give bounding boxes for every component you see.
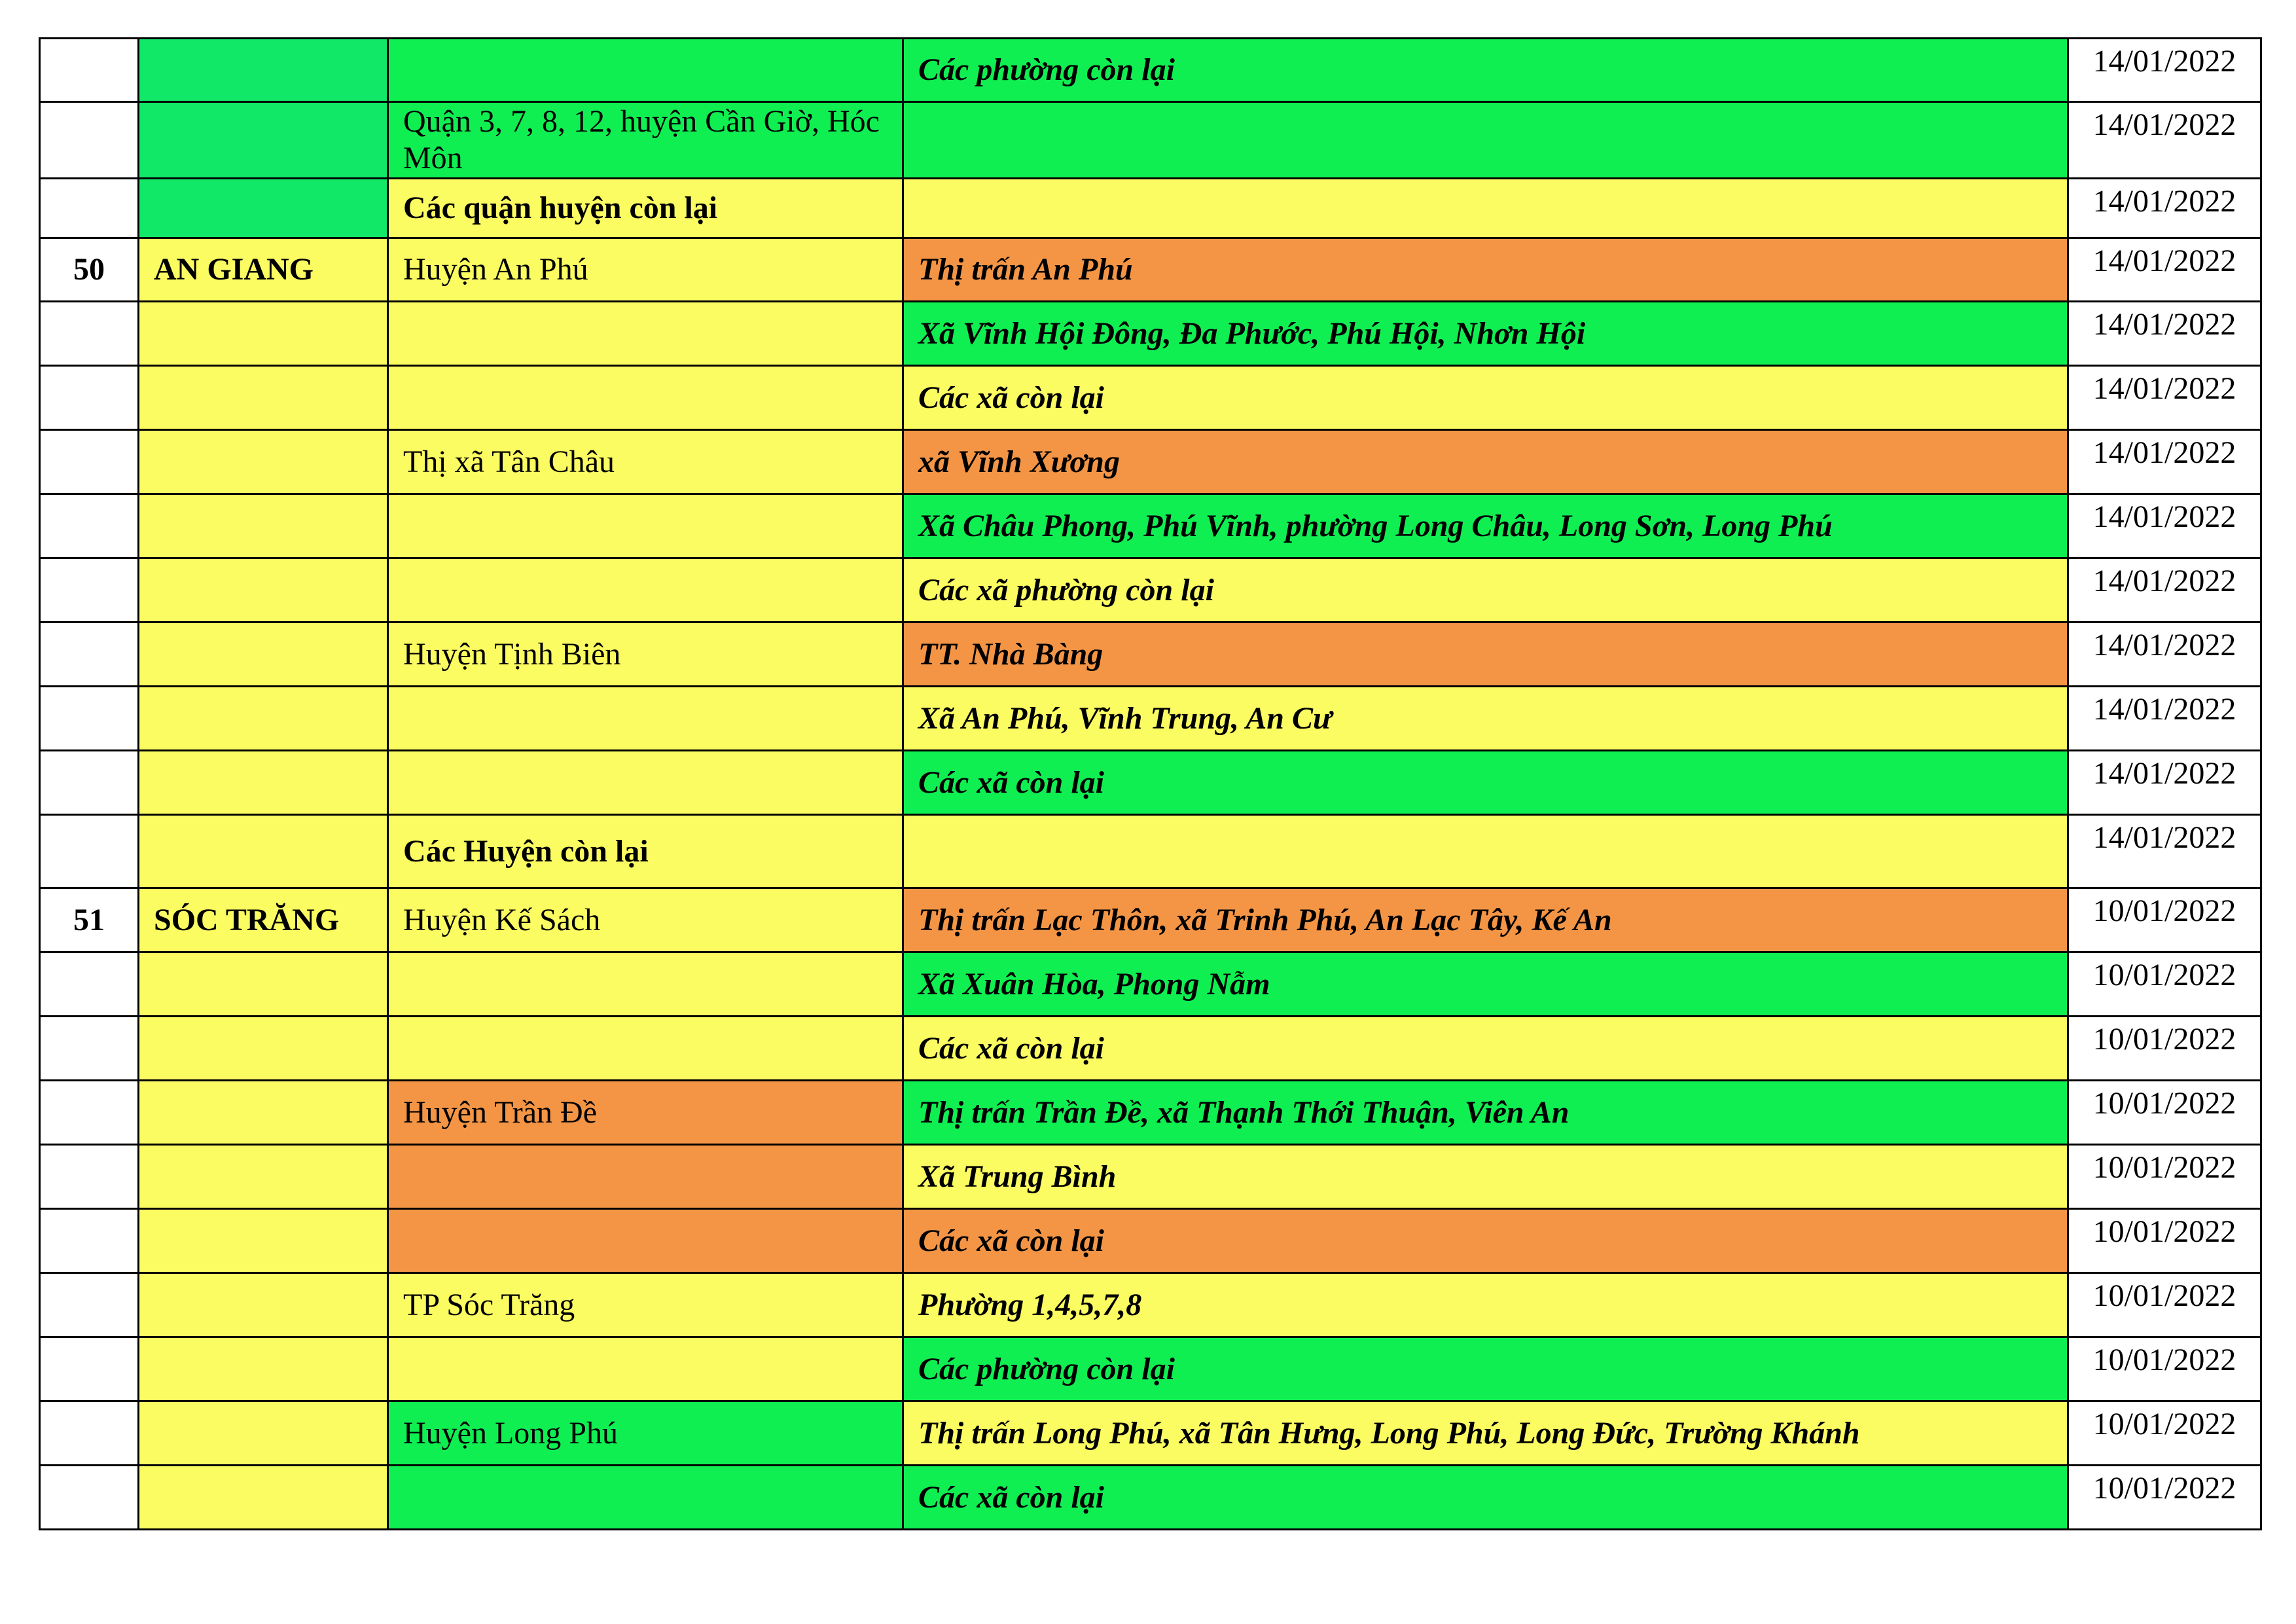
province-cell <box>139 1401 388 1466</box>
district-cell <box>388 751 903 815</box>
row-number-cell <box>40 623 139 687</box>
province-cell <box>139 39 388 102</box>
district-cell <box>388 687 903 751</box>
area-cell: Các xã còn lại <box>903 1017 2068 1081</box>
date-cell: 10/01/2022 <box>2068 1273 2261 1337</box>
district-cell: Huyện Tịnh Biên <box>388 623 903 687</box>
date-cell: 14/01/2022 <box>2068 39 2261 102</box>
district-cell: Các quận huyện còn lại <box>388 179 903 238</box>
date-cell: 10/01/2022 <box>2068 1145 2261 1209</box>
zone-table <box>39 37 2262 1530</box>
province-cell <box>139 366 388 430</box>
district-cell: Huyện An Phú <box>388 238 903 302</box>
district-cell <box>388 494 903 558</box>
area-cell: Các xã còn lại <box>903 1209 2068 1273</box>
row-number-cell <box>40 1081 139 1145</box>
date-cell: 14/01/2022 <box>2068 366 2261 430</box>
row-number-cell <box>40 558 139 623</box>
table-row <box>40 952 2261 1017</box>
row-number-cell: 51 <box>40 888 139 952</box>
row-number-cell <box>40 1466 139 1530</box>
date-cell: 14/01/2022 <box>2068 558 2261 623</box>
table-row <box>40 366 2261 430</box>
province-cell <box>139 1081 388 1145</box>
date-cell: 14/01/2022 <box>2068 751 2261 815</box>
date-cell: 10/01/2022 <box>2068 1466 2261 1530</box>
province-cell <box>139 1466 388 1530</box>
table-row <box>40 179 2261 238</box>
row-number-cell <box>40 1209 139 1273</box>
district-cell <box>388 1145 903 1209</box>
province-cell <box>139 1017 388 1081</box>
area-cell: Phường 1,4,5,7,8 <box>903 1273 2068 1337</box>
area-cell: Các phường còn lại <box>903 1337 2068 1401</box>
province-cell <box>139 751 388 815</box>
table-row <box>40 888 2261 952</box>
province-cell <box>139 1209 388 1273</box>
row-number-cell <box>40 302 139 366</box>
row-number-cell <box>40 687 139 751</box>
date-cell: 10/01/2022 <box>2068 1081 2261 1145</box>
date-cell: 14/01/2022 <box>2068 623 2261 687</box>
province-cell <box>139 558 388 623</box>
table-row <box>40 430 2261 494</box>
district-cell <box>388 1209 903 1273</box>
district-cell <box>388 302 903 366</box>
province-cell <box>139 430 388 494</box>
province-cell <box>139 815 388 888</box>
table-row <box>40 102 2261 179</box>
row-number-cell <box>40 815 139 888</box>
table-row <box>40 1081 2261 1145</box>
province-cell <box>139 952 388 1017</box>
row-number-cell <box>40 102 139 179</box>
area-cell: Thị trấn An Phú <box>903 238 2068 302</box>
district-cell: Huyện Long Phú <box>388 1401 903 1466</box>
row-number-cell <box>40 430 139 494</box>
row-number-cell <box>40 1145 139 1209</box>
area-cell: Xã Vĩnh Hội Đông, Đa Phước, Phú Hội, Nhơn Hội <box>903 302 2068 366</box>
district-cell <box>388 1466 903 1530</box>
district-cell <box>388 366 903 430</box>
area-cell: Xã Châu Phong, Phú Vĩnh, phường Long Châu, Long Sơn, Long Phú <box>903 494 2068 558</box>
province-cell <box>139 1273 388 1337</box>
date-cell: 10/01/2022 <box>2068 1401 2261 1466</box>
table-row <box>40 558 2261 623</box>
table-row <box>40 39 2261 102</box>
table-row <box>40 1466 2261 1530</box>
row-number-cell: 50 <box>40 238 139 302</box>
district-cell: Các Huyện còn lại <box>388 815 903 888</box>
area-cell: xã Vĩnh Xương <box>903 430 2068 494</box>
province-cell: AN GIANG <box>139 238 388 302</box>
date-cell: 10/01/2022 <box>2068 888 2261 952</box>
area-cell: Các xã phường còn lại <box>903 558 2068 623</box>
area-cell: Xã Trung Bình <box>903 1145 2068 1209</box>
row-number-cell <box>40 1017 139 1081</box>
area-cell: Xã An Phú, Vĩnh Trung, An Cư <box>903 687 2068 751</box>
table-row <box>40 302 2261 366</box>
date-cell: 14/01/2022 <box>2068 179 2261 238</box>
province-cell: SÓC TRĂNG <box>139 888 388 952</box>
row-number-cell <box>40 1337 139 1401</box>
table-row <box>40 1273 2261 1337</box>
district-cell <box>388 558 903 623</box>
row-number-cell <box>40 952 139 1017</box>
zone-table-body <box>40 39 2261 1530</box>
row-number-cell <box>40 1401 139 1466</box>
table-row <box>40 815 2261 888</box>
table-row <box>40 623 2261 687</box>
district-cell: Huyện Kế Sách <box>388 888 903 952</box>
area-cell: TT. Nhà Bàng <box>903 623 2068 687</box>
table-row <box>40 238 2261 302</box>
table-row <box>40 751 2261 815</box>
province-cell <box>139 1337 388 1401</box>
area-cell <box>903 179 2068 238</box>
province-cell <box>139 102 388 179</box>
date-cell: 14/01/2022 <box>2068 302 2261 366</box>
date-cell: 14/01/2022 <box>2068 687 2261 751</box>
area-cell <box>903 815 2068 888</box>
date-cell: 10/01/2022 <box>2068 952 2261 1017</box>
date-cell: 14/01/2022 <box>2068 430 2261 494</box>
table-row <box>40 1337 2261 1401</box>
row-number-cell <box>40 494 139 558</box>
table-row <box>40 1145 2261 1209</box>
district-cell <box>388 1017 903 1081</box>
row-number-cell <box>40 1273 139 1337</box>
district-cell <box>388 39 903 102</box>
district-cell: Thị xã Tân Châu <box>388 430 903 494</box>
date-cell: 14/01/2022 <box>2068 102 2261 179</box>
date-cell: 14/01/2022 <box>2068 238 2261 302</box>
district-cell: Huyện Trần Đề <box>388 1081 903 1145</box>
row-number-cell <box>40 366 139 430</box>
table-row <box>40 1017 2261 1081</box>
area-cell: Các phường còn lại <box>903 39 2068 102</box>
table-row <box>40 1209 2261 1273</box>
area-cell <box>903 102 2068 179</box>
area-cell: Xã Xuân Hòa, Phong Nẫm <box>903 952 2068 1017</box>
date-cell: 10/01/2022 <box>2068 1017 2261 1081</box>
area-cell: Thị trấn Lạc Thôn, xã Trinh Phú, An Lạc Tây, Kế An <box>903 888 2068 952</box>
district-cell: Quận 3, 7, 8, 12, huyện Cần Giờ, Hóc Môn <box>388 102 903 179</box>
table-row <box>40 687 2261 751</box>
province-cell <box>139 494 388 558</box>
province-cell <box>139 623 388 687</box>
area-cell: Thị trấn Long Phú, xã Tân Hưng, Long Phú, Long Đức, Trường Khánh <box>903 1401 2068 1466</box>
table-row <box>40 1401 2261 1466</box>
province-cell <box>139 302 388 366</box>
table-row <box>40 494 2261 558</box>
area-cell: Thị trấn Trần Đề, xã Thạnh Thới Thuận, Viên An <box>903 1081 2068 1145</box>
province-cell <box>139 179 388 238</box>
date-cell: 10/01/2022 <box>2068 1337 2261 1401</box>
row-number-cell <box>40 39 139 102</box>
date-cell: 10/01/2022 <box>2068 1209 2261 1273</box>
area-cell: Các xã còn lại <box>903 751 2068 815</box>
row-number-cell <box>40 179 139 238</box>
district-cell <box>388 952 903 1017</box>
province-cell <box>139 687 388 751</box>
area-cell: Các xã còn lại <box>903 1466 2068 1530</box>
date-cell: 14/01/2022 <box>2068 815 2261 888</box>
district-cell: TP Sóc Trăng <box>388 1273 903 1337</box>
date-cell: 14/01/2022 <box>2068 494 2261 558</box>
district-cell <box>388 1337 903 1401</box>
province-cell <box>139 1145 388 1209</box>
row-number-cell <box>40 751 139 815</box>
area-cell: Các xã còn lại <box>903 366 2068 430</box>
